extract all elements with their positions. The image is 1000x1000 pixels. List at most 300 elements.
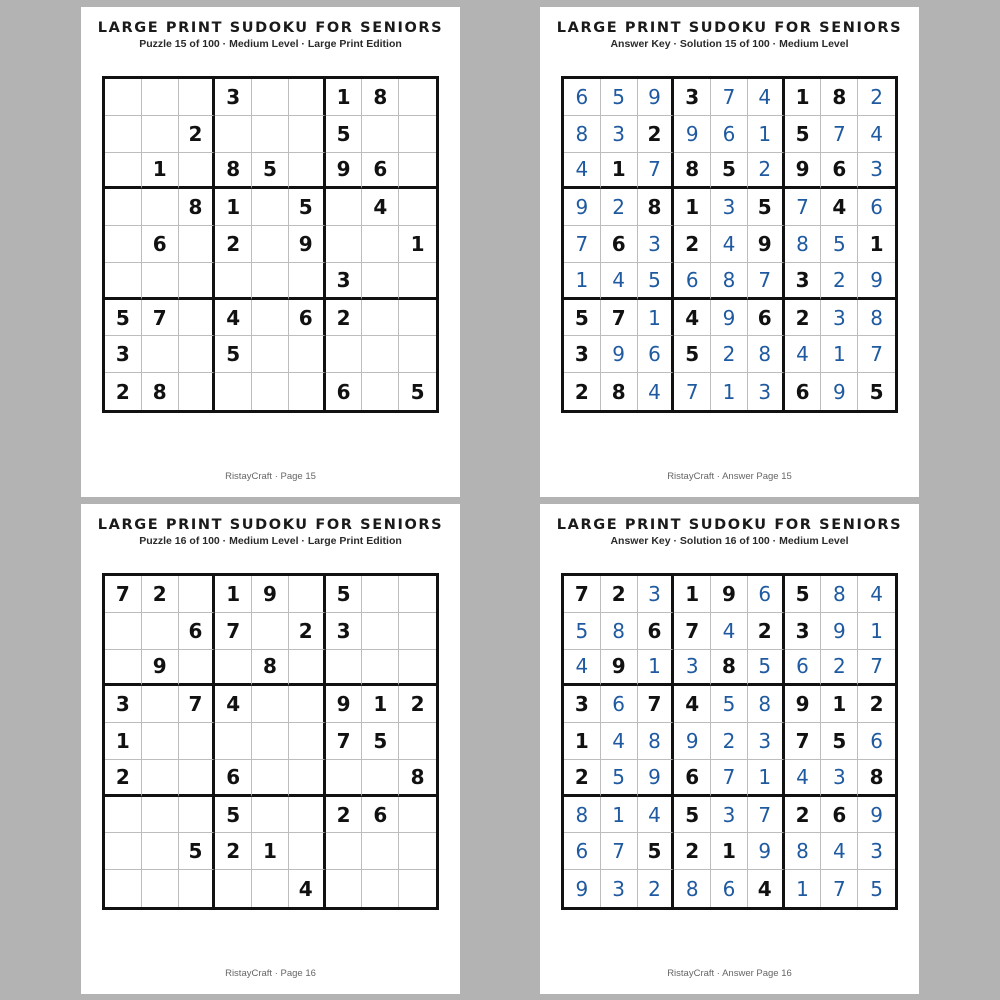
- sudoku-cell: 7: [601, 833, 638, 870]
- sudoku-cell: 2: [601, 576, 638, 613]
- page-subtitle: Puzzle 15 of 100 · Medium Level · Large Print Edition: [139, 38, 402, 50]
- sudoku-cell: 2: [748, 153, 785, 190]
- sudoku-cell: 4: [564, 650, 601, 687]
- sudoku-cell: 4: [674, 686, 711, 723]
- sudoku-cell: [289, 336, 326, 373]
- sudoku-cell: 3: [785, 263, 822, 300]
- sudoku-cell: 3: [748, 723, 785, 760]
- sudoku-cell: 5: [564, 300, 601, 337]
- sudoku-cell: 3: [674, 79, 711, 116]
- sudoku-cell: [399, 116, 436, 153]
- sudoku-cell: 3: [601, 116, 638, 153]
- sudoku-cell: 5: [215, 797, 252, 834]
- sudoku-cell: 5: [821, 723, 858, 760]
- sudoku-solution-grid: [561, 76, 898, 413]
- sudoku-cell: [105, 833, 142, 870]
- sudoku-cell: [105, 650, 142, 687]
- sudoku-cell: 5: [326, 576, 363, 613]
- sudoku-cell: 7: [858, 650, 895, 687]
- sudoku-cell: [142, 833, 179, 870]
- sudoku-cell: [399, 263, 436, 300]
- sudoku-cell: [326, 226, 363, 263]
- sudoku-cell: 3: [638, 576, 675, 613]
- sudoku-cell: 5: [105, 300, 142, 337]
- sudoku-cell: 1: [215, 189, 252, 226]
- sudoku-cell: 6: [674, 263, 711, 300]
- sudoku-cell: [326, 870, 363, 907]
- sudoku-cell: 8: [748, 336, 785, 373]
- sudoku-cell: 8: [748, 686, 785, 723]
- sudoku-cell: 1: [748, 760, 785, 797]
- page-footer: RistayCraft · Answer Page 16: [667, 968, 792, 979]
- sudoku-cell: 5: [869, 379, 884, 404]
- sudoku-cell: 6: [858, 189, 895, 226]
- sudoku-cell: 4: [362, 189, 399, 226]
- sudoku-cell: 2: [785, 300, 822, 337]
- sudoku-cell: 2: [564, 373, 601, 410]
- sudoku-cell: 3: [326, 613, 363, 650]
- sudoku-cell: 2: [142, 576, 179, 613]
- sudoku-cell: [362, 263, 399, 300]
- sudoku-cell: 8: [179, 189, 216, 226]
- sudoku-cell: 9: [821, 373, 858, 410]
- sudoku-cell: 3: [858, 153, 895, 190]
- sudoku-cell: 5: [215, 336, 252, 373]
- answer-page-15: [540, 7, 919, 497]
- sudoku-cell: 8: [821, 576, 858, 613]
- sudoku-cell: 1: [142, 153, 179, 190]
- sudoku-cell: 5: [638, 833, 675, 870]
- sudoku-cell: [179, 79, 216, 116]
- sudoku-cell: [105, 153, 142, 190]
- sudoku-cell: 1: [252, 833, 289, 870]
- sudoku-cell: [142, 686, 179, 723]
- sudoku-cell: [179, 870, 216, 907]
- page-title: LARGE PRINT SUDOKU FOR SENIORS: [556, 20, 903, 36]
- sudoku-cell: [362, 226, 399, 263]
- sudoku-cell: 5: [785, 116, 822, 153]
- sudoku-cell: 7: [821, 870, 858, 907]
- sudoku-cell: [289, 650, 326, 687]
- sudoku-cell: [289, 760, 326, 797]
- sudoku-cell: 9: [821, 613, 858, 650]
- sudoku-cell: 5: [362, 723, 399, 760]
- sudoku-cell: 8: [674, 153, 711, 190]
- sudoku-cell: 5: [711, 153, 748, 190]
- sudoku-cell: 7: [858, 336, 895, 373]
- sudoku-cell: 2: [821, 650, 858, 687]
- sudoku-cell: 2: [601, 189, 638, 226]
- sudoku-cell: 9: [142, 650, 179, 687]
- sudoku-cell: 4: [638, 373, 675, 410]
- sudoku-cell: [179, 300, 216, 337]
- sudoku-cell: 3: [564, 686, 601, 723]
- sudoku-cell: 9: [289, 226, 326, 263]
- sudoku-cell: 9: [785, 153, 822, 190]
- sudoku-cell: [289, 797, 326, 834]
- sudoku-cell: [362, 116, 399, 153]
- sudoku-cell: [252, 336, 289, 373]
- sudoku-cell: 5: [289, 189, 326, 226]
- sudoku-cell: 6: [601, 226, 638, 263]
- sudoku-cell: 7: [326, 723, 363, 760]
- sudoku-cell: 7: [638, 153, 675, 190]
- sudoku-cell: 6: [564, 79, 601, 116]
- sudoku-cell: 2: [748, 613, 785, 650]
- sudoku-cell: [179, 153, 216, 190]
- sudoku-cell: [362, 613, 399, 650]
- sudoku-cell: 5: [711, 686, 748, 723]
- sudoku-cell: 9: [711, 576, 748, 613]
- sudoku-cell: 2: [564, 760, 601, 797]
- sudoku-cell: 1: [564, 723, 601, 760]
- sudoku-cell: 3: [215, 79, 252, 116]
- sudoku-cell: [179, 336, 216, 373]
- sudoku-cell: [105, 870, 142, 907]
- sudoku-cell: 5: [674, 336, 711, 373]
- sudoku-cell: [362, 760, 399, 797]
- sudoku-cell: 1: [105, 723, 142, 760]
- sudoku-cell: 1: [362, 686, 399, 723]
- sudoku-cell: [179, 576, 216, 613]
- sudoku-cell: [399, 189, 436, 226]
- sudoku-cell: 6: [326, 373, 363, 410]
- sudoku-cell: 3: [638, 226, 675, 263]
- sudoku-cell: 3: [674, 650, 711, 687]
- sudoku-cell: 7: [748, 797, 785, 834]
- sudoku-cell: 5: [601, 79, 638, 116]
- sudoku-cell: 1: [399, 226, 436, 263]
- sudoku-cell: 2: [711, 723, 748, 760]
- sudoku-cell: 7: [785, 189, 822, 226]
- sudoku-cell: 4: [638, 797, 675, 834]
- sudoku-cell: 6: [748, 300, 785, 337]
- sudoku-cell: 7: [711, 79, 748, 116]
- sudoku-cell: [179, 373, 216, 410]
- sudoku-cell: [362, 870, 399, 907]
- sudoku-cell: 4: [215, 300, 252, 337]
- sudoku-cell: 3: [858, 833, 895, 870]
- sudoku-cell: 1: [601, 153, 638, 190]
- sudoku-cell: [252, 373, 289, 410]
- sudoku-cell: 2: [399, 686, 436, 723]
- sudoku-cell: [362, 373, 399, 410]
- sudoku-cell: [142, 723, 179, 760]
- sudoku-cell: [142, 189, 179, 226]
- sudoku-cell: 5: [821, 226, 858, 263]
- page-footer: RistayCraft · Answer Page 15: [667, 471, 792, 482]
- sudoku-cell: 9: [638, 760, 675, 797]
- sudoku-cell: 8: [711, 263, 748, 300]
- sudoku-cell: 6: [785, 373, 822, 410]
- sudoku-cell: 5: [638, 263, 675, 300]
- sudoku-grid: [102, 76, 439, 413]
- sudoku-cell: 1: [785, 79, 822, 116]
- sudoku-cell: 7: [785, 723, 822, 760]
- sudoku-cell: 6: [748, 576, 785, 613]
- sudoku-cell: [399, 336, 436, 373]
- sudoku-cell: 8: [399, 760, 436, 797]
- sudoku-cell: 5: [179, 833, 216, 870]
- sudoku-cell: 6: [362, 153, 399, 190]
- sudoku-cell: 3: [105, 336, 142, 373]
- sudoku-cell: [179, 797, 216, 834]
- sudoku-cell: 2: [858, 686, 895, 723]
- sudoku-cell: 8: [601, 613, 638, 650]
- sudoku-cell: [179, 650, 216, 687]
- sudoku-cell: 2: [215, 833, 252, 870]
- sudoku-cell: [252, 797, 289, 834]
- sudoku-cell: [289, 833, 326, 870]
- sudoku-cell: [215, 723, 252, 760]
- sudoku-cell: 2: [326, 300, 363, 337]
- sudoku-cell: [362, 300, 399, 337]
- sudoku-cell: [215, 650, 252, 687]
- page-title: LARGE PRINT SUDOKU FOR SENIORS: [97, 20, 444, 36]
- sudoku-cell: 5: [748, 650, 785, 687]
- sudoku-cell: 1: [601, 797, 638, 834]
- sudoku-cell: 4: [785, 760, 822, 797]
- sudoku-cell: 5: [674, 797, 711, 834]
- sudoku-cell: 8: [638, 189, 675, 226]
- sudoku-cell: 8: [785, 833, 822, 870]
- sudoku-cell: 9: [674, 723, 711, 760]
- sudoku-cell: [252, 870, 289, 907]
- sudoku-cell: 3: [785, 613, 822, 650]
- sudoku-cell: 7: [105, 576, 142, 613]
- sudoku-cell: 1: [858, 613, 895, 650]
- sudoku-cell: [252, 226, 289, 263]
- sudoku-cell: 4: [674, 300, 711, 337]
- sudoku-cell: [252, 263, 289, 300]
- sudoku-cell: [142, 263, 179, 300]
- sudoku-cell: [142, 760, 179, 797]
- sudoku-cell: [362, 650, 399, 687]
- sudoku-cell: 3: [564, 336, 601, 373]
- sudoku-cell: 8: [252, 650, 289, 687]
- sudoku-cell: [362, 833, 399, 870]
- sudoku-cell: 7: [179, 686, 216, 723]
- sudoku-cell: 5: [785, 576, 822, 613]
- sudoku-cell: 5: [326, 116, 363, 153]
- page-title: LARGE PRINT SUDOKU FOR SENIORS: [97, 517, 444, 533]
- sudoku-cell: [105, 263, 142, 300]
- sudoku-cell: 4: [711, 226, 748, 263]
- sudoku-cell: 1: [674, 189, 711, 226]
- sudoku-cell: 8: [215, 153, 252, 190]
- sudoku-cell: 9: [711, 300, 748, 337]
- sudoku-cell: [252, 760, 289, 797]
- sudoku-cell: 4: [748, 870, 785, 907]
- sudoku-cell: [215, 870, 252, 907]
- sudoku-cell: [289, 153, 326, 190]
- sudoku-cell: [179, 760, 216, 797]
- sudoku-cell: 9: [326, 153, 363, 190]
- sudoku-cell: 9: [674, 116, 711, 153]
- sudoku-cell: 6: [638, 613, 675, 650]
- sudoku-cell: 4: [821, 189, 858, 226]
- sudoku-cell: 4: [289, 870, 326, 907]
- sudoku-cell: [362, 336, 399, 373]
- sudoku-cell: 8: [858, 760, 895, 797]
- sudoku-cell: [399, 153, 436, 190]
- sudoku-cell: 8: [142, 373, 179, 410]
- sudoku-cell: [105, 79, 142, 116]
- sudoku-cell: 8: [638, 723, 675, 760]
- sudoku-cell: 9: [326, 686, 363, 723]
- sudoku-cell: 2: [785, 797, 822, 834]
- sudoku-cell: [179, 723, 216, 760]
- sudoku-cell: 9: [858, 263, 895, 300]
- sudoku-cell: [105, 189, 142, 226]
- sudoku-cell: [105, 116, 142, 153]
- sudoku-cell: 4: [601, 263, 638, 300]
- sudoku-cell: 7: [821, 116, 858, 153]
- sudoku-cell: 9: [748, 833, 785, 870]
- sudoku-cell: 1: [711, 833, 748, 870]
- sudoku-cell: [142, 336, 179, 373]
- sudoku-cell: [215, 263, 252, 300]
- sudoku-cell: [252, 300, 289, 337]
- sudoku-cell: 7: [674, 613, 711, 650]
- sudoku-cell: [142, 79, 179, 116]
- sudoku-cell: [289, 686, 326, 723]
- sudoku-cell: [142, 116, 179, 153]
- sudoku-cell: 6: [821, 153, 858, 190]
- sudoku-cell: 2: [674, 226, 711, 263]
- sudoku-cell: 9: [638, 79, 675, 116]
- sudoku-cell: 4: [858, 576, 895, 613]
- sudoku-cell: 8: [564, 116, 601, 153]
- sudoku-cell: 5: [410, 379, 425, 404]
- sudoku-cell: 6: [601, 686, 638, 723]
- sudoku-cell: [289, 373, 326, 410]
- sudoku-cell: [252, 686, 289, 723]
- page-footer: RistayCraft · Page 15: [225, 471, 316, 482]
- sudoku-cell: 9: [601, 650, 638, 687]
- sudoku-cell: [252, 613, 289, 650]
- sudoku-cell: 7: [638, 686, 675, 723]
- sudoku-cell: 4: [564, 153, 601, 190]
- sudoku-cell: 7: [215, 613, 252, 650]
- sudoku-cell: [399, 797, 436, 834]
- page-footer: RistayCraft · Page 16: [225, 968, 316, 979]
- sudoku-cell: 1: [326, 79, 363, 116]
- sudoku-cell: 6: [711, 870, 748, 907]
- sudoku-cell: 6: [289, 300, 326, 337]
- sudoku-cell: 3: [711, 189, 748, 226]
- sudoku-cell: 2: [674, 833, 711, 870]
- sudoku-cell: [362, 576, 399, 613]
- sudoku-cell: [179, 226, 216, 263]
- sudoku-cell: 3: [711, 797, 748, 834]
- sudoku-cell: 1: [674, 576, 711, 613]
- sudoku-cell: 8: [674, 870, 711, 907]
- puzzle-page-15: [81, 7, 460, 497]
- sudoku-cell: 1: [638, 300, 675, 337]
- sudoku-cell: 8: [858, 300, 895, 337]
- sudoku-cell: 3: [326, 263, 363, 300]
- sudoku-cell: 1: [215, 576, 252, 613]
- sudoku-cell: 4: [215, 686, 252, 723]
- sudoku-cell: 5: [870, 876, 883, 901]
- puzzle-page-16: [81, 504, 460, 994]
- sudoku-cell: 4: [821, 833, 858, 870]
- sudoku-cell: 6: [142, 226, 179, 263]
- sudoku-cell: [179, 263, 216, 300]
- sudoku-cell: [215, 116, 252, 153]
- sudoku-cell: [289, 116, 326, 153]
- sudoku-solution-grid: [561, 573, 898, 910]
- answer-page-16: [540, 504, 919, 994]
- sudoku-cell: 2: [638, 870, 675, 907]
- sudoku-cell: 9: [785, 686, 822, 723]
- sudoku-cell: [399, 870, 436, 907]
- sudoku-cell: 6: [179, 613, 216, 650]
- sudoku-cell: 1: [821, 336, 858, 373]
- sudoku-cell: [399, 833, 436, 870]
- sudoku-cell: 5: [252, 153, 289, 190]
- sudoku-cell: [326, 760, 363, 797]
- sudoku-cell: 4: [858, 116, 895, 153]
- sudoku-cell: [289, 263, 326, 300]
- sudoku-cell: [142, 797, 179, 834]
- sudoku-cell: [399, 576, 436, 613]
- sudoku-cell: [399, 79, 436, 116]
- sudoku-cell: 7: [564, 226, 601, 263]
- sudoku-cell: 6: [674, 760, 711, 797]
- sudoku-cell: 2: [821, 263, 858, 300]
- sudoku-cell: 2: [711, 336, 748, 373]
- sudoku-cell: 1: [711, 373, 748, 410]
- sudoku-cell: [105, 797, 142, 834]
- sudoku-cell: 5: [564, 613, 601, 650]
- sudoku-cell: [326, 650, 363, 687]
- sudoku-cell: [326, 336, 363, 373]
- sudoku-cell: 4: [711, 613, 748, 650]
- sudoku-cell: 2: [289, 613, 326, 650]
- sudoku-cell: 6: [785, 650, 822, 687]
- sudoku-cell: 6: [821, 797, 858, 834]
- sudoku-cell: [399, 650, 436, 687]
- sudoku-cell: [252, 189, 289, 226]
- sudoku-cell: 9: [252, 576, 289, 613]
- sudoku-cell: 3: [748, 373, 785, 410]
- sudoku-cell: 3: [105, 686, 142, 723]
- sudoku-cell: 3: [821, 760, 858, 797]
- sudoku-cell: 9: [564, 189, 601, 226]
- sudoku-cell: 7: [674, 373, 711, 410]
- sudoku-cell: 7: [564, 576, 601, 613]
- page-title: LARGE PRINT SUDOKU FOR SENIORS: [556, 517, 903, 533]
- sudoku-cell: 9: [601, 336, 638, 373]
- sudoku-cell: [252, 723, 289, 760]
- sudoku-cell: 1: [785, 870, 822, 907]
- sudoku-cell: 2: [858, 79, 895, 116]
- sudoku-cell: [289, 576, 326, 613]
- sudoku-cell: 2: [638, 116, 675, 153]
- sudoku-cell: 7: [142, 300, 179, 337]
- sudoku-cell: 4: [748, 79, 785, 116]
- sudoku-cell: 5: [748, 189, 785, 226]
- sudoku-cell: 1: [821, 686, 858, 723]
- sudoku-cell: [215, 373, 252, 410]
- page-subtitle: Puzzle 16 of 100 · Medium Level · Large Print Edition: [139, 535, 402, 547]
- sudoku-cell: [105, 226, 142, 263]
- sudoku-cell: 1: [564, 263, 601, 300]
- sudoku-cell: 6: [362, 797, 399, 834]
- sudoku-cell: 6: [215, 760, 252, 797]
